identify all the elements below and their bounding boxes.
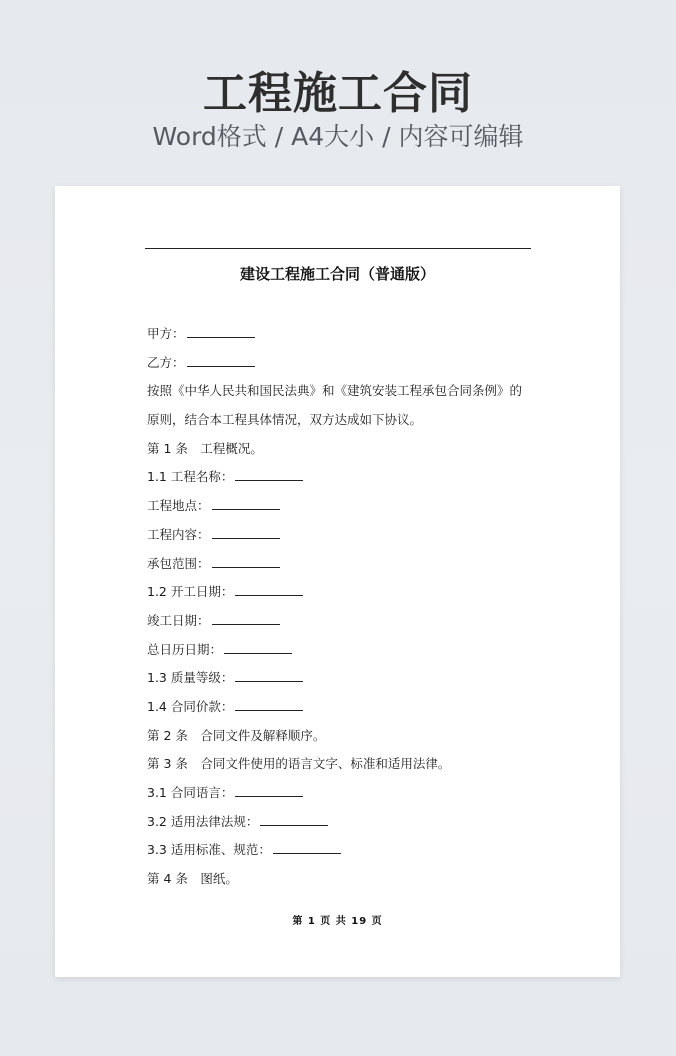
form-field-line	[147, 463, 547, 492]
line-text: 3.2 适用法律法规：	[147, 813, 259, 829]
line-text: 第 2 条 合同文件及解释顺序。	[147, 727, 326, 743]
document-body	[147, 320, 547, 894]
fill-in-blank[interactable]	[212, 555, 280, 568]
form-field-line	[147, 521, 547, 550]
form-field-line	[147, 664, 547, 693]
line-text: 第 1 条 工程概况。	[147, 440, 263, 456]
fill-in-blank[interactable]	[224, 641, 292, 654]
line-text: 3.3 适用标准、规范：	[147, 842, 271, 858]
page-footer: 第 1 页 共 19 页	[292, 916, 383, 927]
line-text: 原则，结合本工程具体情况，双方达成如下协议。	[147, 412, 423, 428]
fill-in-blank[interactable]	[212, 526, 280, 539]
line-text: 工程地点：	[147, 498, 210, 514]
line-text: 1.1 工程名称：	[147, 469, 234, 485]
form-field-line	[147, 808, 547, 837]
line-text: 3.1 合同语言：	[147, 785, 234, 800]
line-text: 承包范围：	[147, 555, 210, 571]
document-page	[55, 186, 620, 977]
form-field-line	[147, 779, 547, 808]
banner-subtitle: Word格式 / A4大小 / 内容可编辑	[152, 122, 524, 151]
fill-in-blank[interactable]	[187, 354, 255, 367]
line-text: 乙方：	[147, 354, 185, 370]
fill-in-blank[interactable]	[212, 612, 280, 625]
form-field-line	[147, 578, 547, 607]
form-field-line	[147, 607, 547, 636]
fill-in-blank[interactable]	[235, 784, 303, 797]
form-field-line	[147, 349, 547, 378]
header-rule	[145, 248, 531, 249]
form-field-line	[147, 693, 547, 722]
line-text: 按照《中华人民共和国民法典》和《建筑安装工程承包合同条例》的	[147, 383, 523, 399]
paragraph-line	[147, 722, 547, 751]
line-text: 竣工日期：	[147, 612, 210, 628]
line-text: 甲方：	[147, 326, 185, 341]
line-text: 第 4 条 图纸。	[147, 871, 238, 887]
form-field-line	[147, 320, 547, 349]
form-field-line	[147, 836, 547, 865]
line-text: 第 3 条 合同文件使用的语言文字、标准和适用法律。	[147, 756, 451, 772]
paragraph-line	[147, 435, 547, 464]
paragraph-line	[147, 377, 547, 406]
banner-title: 工程施工合同	[203, 68, 473, 119]
fill-in-blank[interactable]	[235, 583, 303, 596]
fill-in-blank[interactable]	[260, 813, 328, 826]
paragraph-line	[147, 865, 547, 894]
document-title: 建设工程施工合同（普通版）	[239, 265, 435, 283]
line-text: 1.3 质量等级：	[147, 670, 234, 686]
fill-in-blank[interactable]	[212, 497, 280, 510]
form-field-line	[147, 550, 547, 579]
form-field-line	[147, 636, 547, 665]
fill-in-blank[interactable]	[235, 468, 303, 481]
paragraph-line	[147, 406, 547, 435]
fill-in-blank[interactable]	[235, 698, 303, 711]
line-text: 1.2 开工日期：	[147, 584, 234, 600]
fill-in-blank[interactable]	[235, 669, 303, 682]
fill-in-blank[interactable]	[187, 325, 255, 338]
form-field-line	[147, 492, 547, 521]
paragraph-line	[147, 750, 547, 779]
line-text: 总日历日期：	[147, 641, 223, 657]
fill-in-blank[interactable]	[273, 841, 341, 854]
line-text: 工程内容：	[147, 526, 210, 542]
line-text: 1.4 合同价款：	[147, 698, 234, 714]
